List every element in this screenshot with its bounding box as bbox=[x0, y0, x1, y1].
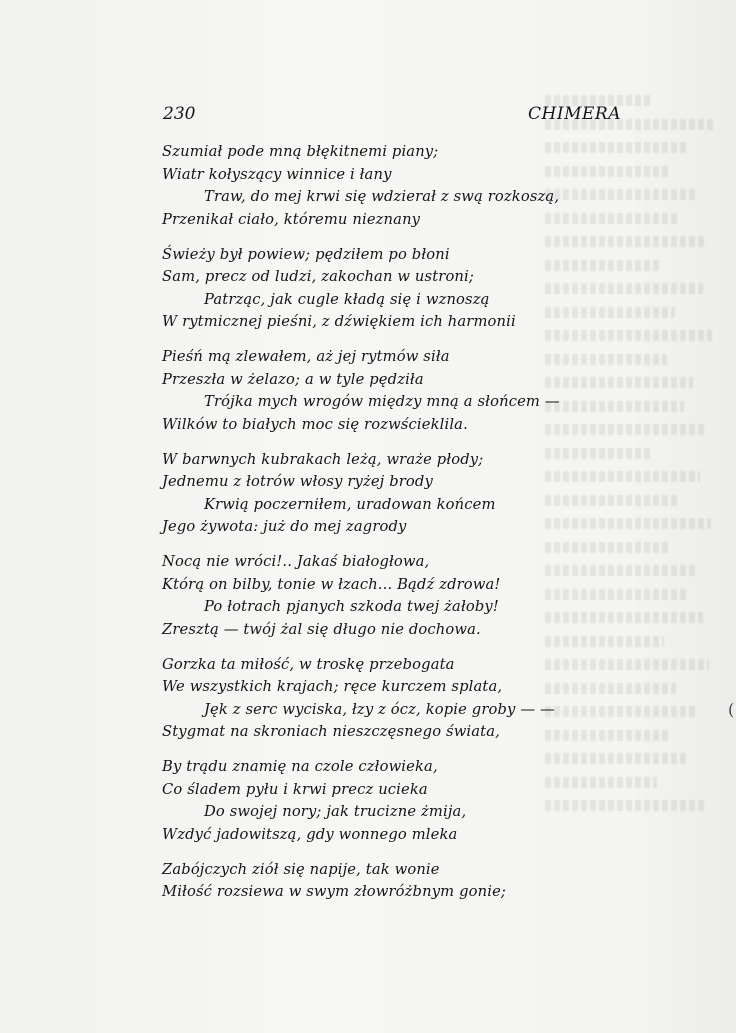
poem-line: We wszystkich krajach; ręce kurczem splata, bbox=[162, 678, 503, 695]
poem-line: Szumiał pode mną błękitnemi piany; bbox=[162, 143, 439, 160]
page-number: 230 bbox=[163, 104, 196, 124]
poem-line: Którą on bilby, tonie w łzach... Bądź zdrowa! bbox=[162, 575, 501, 593]
poem-line: Co śladem pyłu i krwi precz ucieka bbox=[162, 780, 428, 798]
page-header bbox=[163, 104, 621, 128]
page-edge-mark: ( bbox=[728, 700, 735, 719]
poem-line: By trądu znamię na czole człowieka, bbox=[162, 758, 438, 775]
stanza bbox=[162, 654, 602, 744]
poem-line: Jego żywota: już do mej zagrody bbox=[162, 518, 407, 535]
poem-line-indented: Krwią poczerniłem, uradowan końcem bbox=[204, 495, 496, 513]
poem-line: Jednemu z łotrów włosy ryżej brody bbox=[162, 473, 433, 490]
poem-line: Zabójczych ziół się napije, tak wonie bbox=[162, 860, 440, 878]
poem-line: Wzdyć jadowitszą, gdy wonnego mleka bbox=[162, 825, 458, 843]
poem-line: Zresztą — twój żal się długo nie dochowa. bbox=[162, 620, 481, 638]
poem-line-indented: Jęk z serc wyciska, łzy z ócz, kopie groby — — bbox=[204, 700, 555, 718]
poem-line-indented: Traw, do mej krwi się wdzierał z swą rozkoszą, bbox=[204, 188, 560, 205]
stanza bbox=[162, 551, 602, 641]
stanza bbox=[162, 244, 602, 334]
poem-line: Świeży był powiew; pędziłem po błoni bbox=[162, 245, 450, 263]
poem-line: W rytmicznej pieśni, z dźwiękiem ich harmonii bbox=[162, 313, 516, 330]
poem-line-indented: Do swojej nory; jak trucizne żmija, bbox=[204, 803, 467, 820]
poem-line-indented: Patrząc, jak cugle kładą się i wznoszą bbox=[204, 290, 490, 308]
poem-line: Stygmat na skroniach nieszczęsnego świata, bbox=[162, 723, 500, 740]
poem-line: Przeszła w żelazo; a w tyle pędziła bbox=[162, 370, 424, 388]
poem-line: Gorzka ta miłość, w troskę przebogata bbox=[162, 655, 455, 673]
poem-line: Miłość rozsiewa w swym złowróżbnym gonie; bbox=[162, 883, 507, 900]
poem-line: Pieśń mą zlewałem, aż jej rytmów siła bbox=[162, 348, 450, 365]
poem-line: Wiatr kołyszący winnice i łany bbox=[162, 165, 392, 183]
poem-line: Nocą nie wróci!.. Jakaś białogłowa, bbox=[162, 553, 430, 570]
poem-line: Sam, precz od ludzi, zakochan w ustroni; bbox=[162, 268, 474, 285]
poem-line-indented: Po łotrach pjanych szkoda twej żałoby! bbox=[204, 598, 499, 615]
poem-line-indented: Trójka mych wrogów między mną a słońcem — bbox=[204, 393, 560, 410]
stanza bbox=[162, 141, 602, 231]
stanza bbox=[162, 449, 602, 539]
poem-body bbox=[162, 141, 602, 916]
poem-line: W barwnych kubrakach leżą, wraże płody; bbox=[162, 450, 484, 468]
poem-line: Przenikał ciało, któremu nieznany bbox=[162, 210, 421, 228]
stanza bbox=[162, 346, 602, 436]
running-title: CHIMERA bbox=[528, 104, 621, 124]
poem-line: Wilków to białych moc się rozwścieklila. bbox=[162, 415, 468, 433]
stanza bbox=[162, 756, 602, 846]
stanza bbox=[162, 859, 602, 904]
